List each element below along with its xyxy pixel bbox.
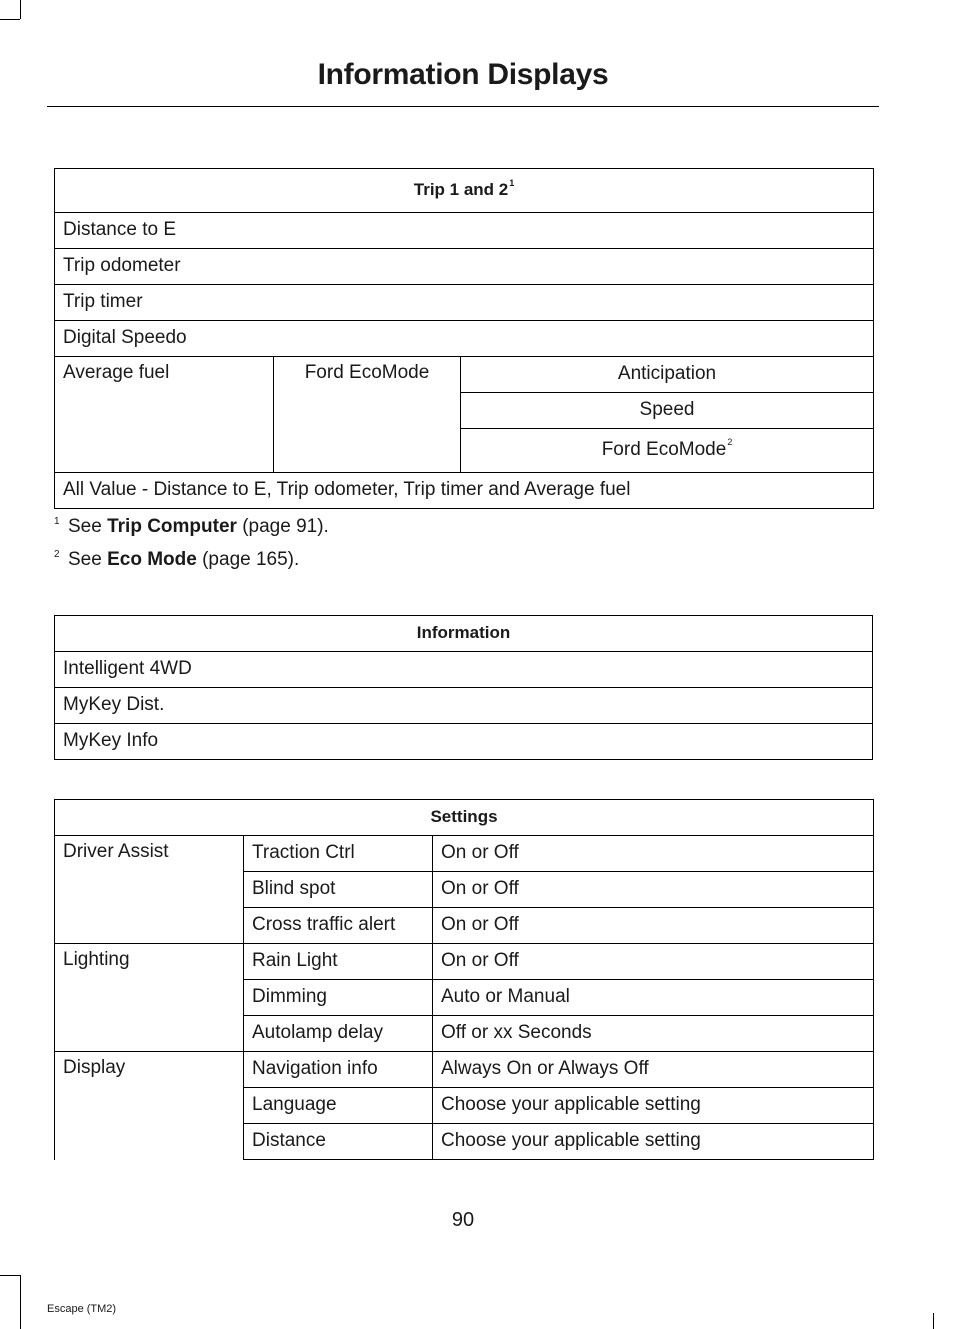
footer-model: Escape (TM2) — [47, 1303, 117, 1315]
trip-computer-ref[interactable]: Trip Computer — [107, 516, 237, 537]
group-display: Display — [55, 1052, 244, 1160]
setting-value: Always On or Always Off — [433, 1052, 874, 1088]
crop-mark — [933, 1313, 934, 1329]
table-row: Digital Speedo — [55, 321, 874, 357]
table-row: Trip timer — [55, 285, 874, 321]
settings-table — [54, 799, 874, 1160]
setting-label: Language — [244, 1088, 433, 1124]
setting-value: Off or xx Seconds — [433, 1016, 874, 1052]
setting-value: Choose your applicable setting — [433, 1124, 874, 1160]
crop-mark — [20, 1275, 21, 1329]
setting-value: On or Off — [433, 944, 874, 980]
setting-label: Distance — [244, 1124, 433, 1160]
setting-label: Autolamp delay — [244, 1016, 433, 1052]
trip-table-header: Trip 1 and $2^1$ — [55, 169, 874, 213]
crop-mark — [0, 1275, 20, 1276]
setting-label: Cross traffic alert — [244, 908, 433, 944]
page-number: 90 — [451, 1209, 475, 1231]
title-rule — [47, 106, 879, 107]
group-driver-assist: Driver Assist — [55, 836, 244, 944]
trip-table — [54, 168, 874, 509]
setting-value: Auto or Manual — [433, 980, 874, 1016]
setting-value: Choose your applicable setting — [433, 1088, 874, 1124]
setting-label: Traction Ctrl — [244, 836, 433, 872]
group-lighting: Lighting — [55, 944, 244, 1052]
average-fuel-cell: Average fuel — [55, 357, 274, 473]
crop-mark — [0, 19, 20, 20]
settings-table-header: Settings — [55, 800, 874, 836]
information-table-header: Information — [55, 616, 873, 652]
table-row: Intelligent 4WD — [55, 652, 873, 688]
setting-value: On or Off — [433, 872, 874, 908]
sub-item-cell: Speed — [461, 393, 874, 429]
ford-ecomode-cell: Ford EcoMode — [274, 357, 461, 473]
table-row: MyKey Info — [55, 724, 873, 760]
table-row: Trip odometer — [55, 249, 874, 285]
table-row: Distance to E — [55, 213, 874, 249]
setting-label: Rain Light — [244, 944, 433, 980]
footnote: 2 See Eco Mode (page 165). — [54, 549, 300, 570]
information-table — [54, 615, 873, 760]
setting-label: Navigation info — [244, 1052, 433, 1088]
eco-mode-ref[interactable]: Eco Mode — [107, 549, 197, 570]
table-row: MyKey Dist. — [55, 688, 873, 724]
sub-item-cell: Anticipation — [461, 357, 874, 393]
all-value-row: All Value - Distance to E, Trip odometer, Trip timer and Average fuel — [55, 473, 874, 509]
setting-label: Blind spot — [244, 872, 433, 908]
setting-value: On or Off — [433, 908, 874, 944]
setting-value: On or Off — [433, 836, 874, 872]
crop-mark — [20, 0, 21, 19]
setting-label: Dimming — [244, 980, 433, 1016]
sub-item-cell: Ford EcoMode$^2$ — [461, 429, 874, 473]
page-title: Information Displays — [317, 58, 609, 91]
footnote: 1 See Trip Computer (page 91). — [54, 516, 329, 537]
